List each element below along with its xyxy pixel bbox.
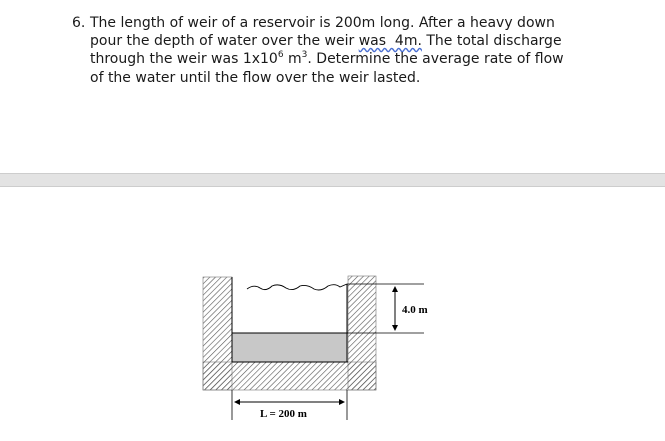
water-body bbox=[232, 333, 348, 362]
weir-floor bbox=[203, 362, 376, 390]
flood-water-line bbox=[247, 284, 347, 290]
problem-line-3: through the weir was $1x10^6$ $m^3$. Determine the average rate of flow bbox=[90, 49, 564, 68]
problem-number: 6. bbox=[72, 15, 86, 31]
length-label: L = 200 m bbox=[260, 408, 307, 420]
problem-line-4: of the water until the flow over the weir lasted. bbox=[90, 69, 421, 86]
problem-line-1: The length of weir of a reservoir is 200m long. After a heavy down bbox=[90, 15, 555, 31]
height-label: 4.0 m bbox=[402, 304, 428, 316]
underlined-text: was 4m. bbox=[358, 33, 422, 50]
problem-line-2: pour the depth of water over the weir was 4m. The total discharge bbox=[90, 33, 562, 50]
